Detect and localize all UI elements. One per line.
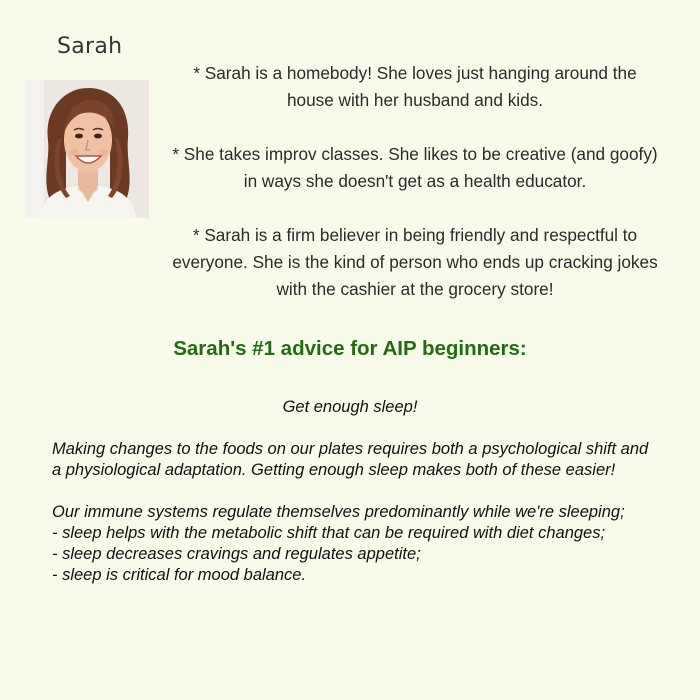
advice-body (52, 439, 657, 586)
advice-bullet: - sleep decreases cravings and regulates appetite; (52, 545, 421, 563)
advice-list (52, 502, 657, 586)
fact-item: * Sarah is a firm believer in being friendly and respectful to everyone. She is the kind of person who ends up cracking jokes with the cashier at the grocery store! (172, 225, 658, 299)
fact-item: * Sarah is a homebody! She loves just hanging around the house with her husband and kids. (193, 63, 637, 110)
advice-bullet: - sleep helps with the metabolic shift that can be required with diet changes; (52, 524, 606, 542)
advice-heading: Sarah's #1 advice for AIP beginners: (173, 337, 527, 360)
advice-tagline: Get enough sleep! (282, 398, 418, 416)
fun-facts (170, 60, 660, 330)
fact-item: * She takes improv classes. She likes to be creative (and goofy) in ways she doesn't get as a health educator. (172, 144, 658, 191)
portrait-image (26, 80, 149, 218)
person-name: Sarah (57, 34, 123, 59)
profile-photo (26, 80, 149, 218)
advice-paragraph: Making changes to the foods on our plates requires both a psychological shift and a physiological adaptation. Getting enough sleep makes both of these easier! (52, 440, 649, 479)
advice-intro: Our immune systems regulate themselves predominantly while we're sleeping; (52, 503, 625, 521)
advice-bullet: - sleep is critical for mood balance. (52, 566, 307, 584)
